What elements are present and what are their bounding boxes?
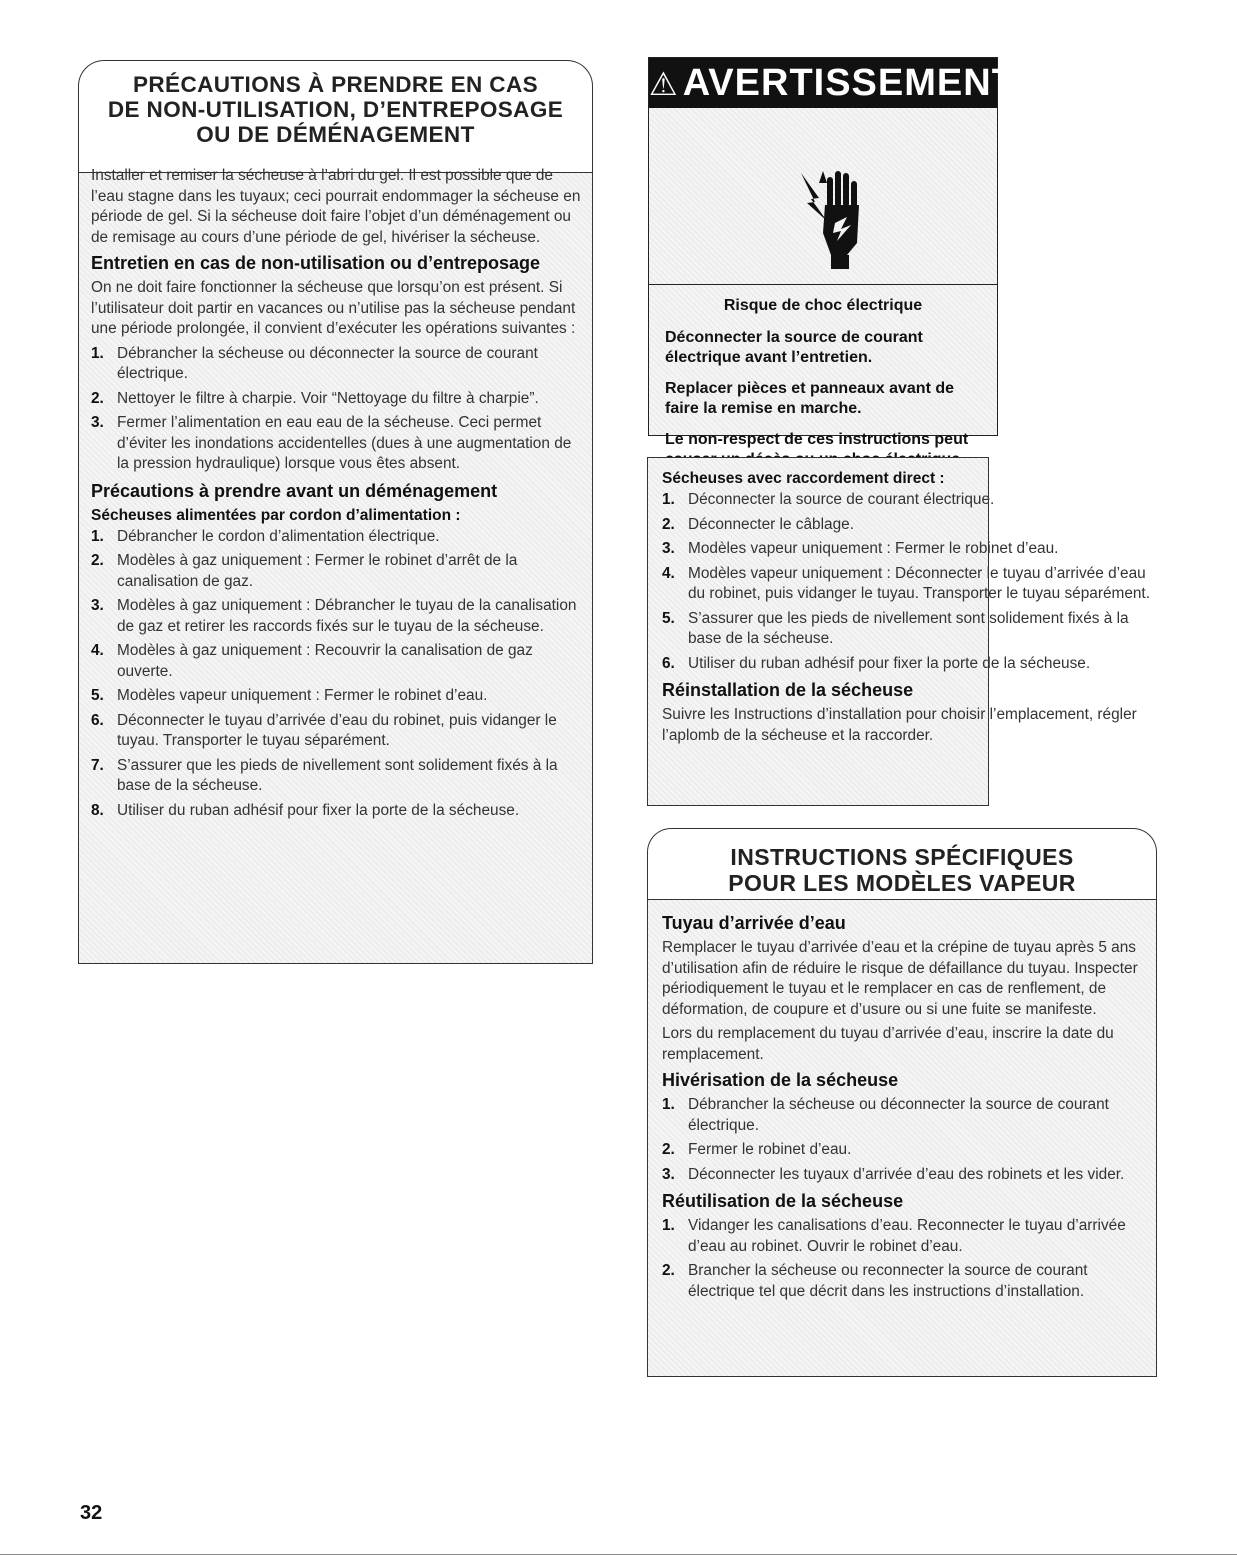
section-heading: Réinstallation de la sécheuse: [662, 680, 914, 700]
warning-box: [648, 57, 1016, 448]
warning-text: [665, 296, 981, 481]
hazard-icon-area: [649, 108, 997, 285]
step-text: Vidanger les canalisations d’eau. Reconnecter le tuyau d’arrivée d’eau au robinet. Ouvrir le robinet d’eau.: [688, 1217, 1126, 1255]
step-text: Modèles vapeur uniquement : Fermer le robinet d’eau.: [688, 540, 1059, 557]
step-number: 2.: [662, 1262, 675, 1279]
section-title: [78, 72, 593, 147]
title-line: OU DE DÉMÉNAGEMENT: [196, 122, 475, 147]
step-number: 3.: [662, 1165, 675, 1183]
step-text: Modèles à gaz uniquement : Recouvrir la canalisation de gaz ouverte.: [117, 642, 533, 680]
step-text: Modèles à gaz uniquement : Fermer le robinet d’arrêt de la canalisation de gaz.: [117, 552, 518, 590]
list-item: [91, 641, 581, 682]
warning-line: Replacer pièces et panneaux avant de faire la remise en marche.: [665, 380, 955, 417]
step-number: 1.: [91, 527, 104, 545]
list-item: [91, 801, 581, 822]
step-number: 1.: [662, 491, 675, 508]
step-number: 4.: [662, 564, 675, 582]
paragraph: On ne doit faire fonctionner la sécheuse que lorsqu’on est présent. Si l’utilisateur doit partir en vacances ou n’utilise pas la sécheuse pendant une période prolongée, il convient d’exécuter les opérations suivantes :: [91, 279, 576, 337]
step-text: Débrancher le cordon d’alimentation électrique.: [117, 527, 440, 545]
step-number: 2.: [91, 552, 104, 569]
list-item: [91, 711, 581, 752]
step-number: 2.: [662, 1141, 675, 1158]
list-item: [91, 686, 581, 707]
paragraph: Suivre les Instructions d’installation pour choisir l’emplacement, régler l’aplomb de la sécheuse et la raccorder.: [662, 706, 1137, 744]
step-text: Débrancher la sécheuse ou déconnecter la source de courant électrique.: [688, 1096, 1109, 1134]
storage-precautions-content: [91, 166, 581, 826]
list-item: [91, 596, 581, 637]
warning-triangle-icon: ⚠: [649, 66, 679, 102]
warning-banner: [649, 58, 1016, 108]
steam-models-content: [662, 908, 1150, 1307]
subheading: Sécheuses alimentées par cordon d’alimentation :: [91, 506, 461, 524]
list-item: [91, 389, 581, 410]
section-heading: Entretien en cas de non-utilisation ou d’entreposage: [91, 253, 541, 273]
list-item: [662, 539, 1152, 560]
warning-banner-text: AVERTISSEMENT: [682, 62, 1016, 104]
step-number: 6.: [662, 654, 675, 672]
list-item: [662, 1165, 1150, 1186]
step-number: 4.: [91, 642, 104, 659]
list-item: [91, 527, 581, 548]
step-text: Fermer l’alimentation en eau eau de la sécheuse. Ceci permet d’éviter les inondations accidentelles (dues à une augmentation de la pression hydraulique) lorsque vous êtes absent.: [117, 414, 572, 472]
step-number: 3.: [91, 597, 104, 614]
step-number: 6.: [91, 711, 104, 729]
step-text: Débrancher la sécheuse ou déconnecter la source de courant électrique.: [117, 344, 538, 382]
step-number: 2.: [91, 389, 104, 407]
numbered-list: [91, 527, 581, 822]
list-item: [662, 1140, 1150, 1161]
warning-line: Déconnecter la source de courant électrique avant l’entretien.: [665, 329, 923, 366]
title-line: INSTRUCTIONS SPÉCIFIQUES: [730, 844, 1074, 870]
step-text: Nettoyer le filtre à charpie. Voir “Nettoyage du filtre à charpie”.: [117, 389, 539, 407]
step-text: Fermer le robinet d’eau.: [688, 1141, 852, 1158]
section-heading: Hivérisation de la sécheuse: [662, 1070, 899, 1090]
hazard-title: Risque de choc électrique: [723, 297, 923, 314]
section-heading: Tuyau d’arrivée d’eau: [662, 913, 846, 933]
list-item: [91, 413, 581, 475]
step-text: Déconnecter le câblage.: [688, 515, 854, 533]
step-text: Brancher la sécheuse ou reconnecter la source de courant électrique tel que décrit dans les instructions d’installation.: [688, 1262, 1088, 1300]
intro-paragraph: Installer et remiser la sécheuse à l’abri du gel. Il est possible que de l’eau stagne dans les tuyaux; ceci pourrait endommager la sécheuse en période de gel. Si la sécheuse doit faire l’objet d’un déménagement ou de remisage au cours d’une période de gel, hivériser la sécheuse.: [91, 167, 581, 246]
list-item: [662, 1261, 1150, 1302]
list-item: [662, 1216, 1150, 1257]
numbered-list: [662, 1216, 1150, 1302]
paragraph: Remplacer le tuyau d’arrivée d’eau et la crépine de tuyau après 5 ans d’utilisation afin de réduire le risque de défaillance du tuyau. Inspecter périodiquement le tuyau et le remplacer en cas de renflement, de déformation, de coupure et d’usure ou si une fuite se manifeste.: [662, 939, 1138, 1018]
list-item: [91, 756, 581, 797]
step-number: 3.: [662, 540, 675, 557]
step-text: Utiliser du ruban adhésif pour fixer la porte de la sécheuse.: [688, 654, 1091, 672]
numbered-list: [662, 490, 1152, 674]
step-text: Déconnecter les tuyaux d’arrivée d’eau des robinets et les vider.: [688, 1165, 1125, 1183]
title-line: POUR LES MODÈLES VAPEUR: [728, 870, 1076, 896]
subheading: Sécheuses avec raccordement direct :: [662, 470, 945, 487]
paragraph: Lors du remplacement du tuyau d’arrivée d’eau, inscrire la date du remplacement.: [662, 1025, 1114, 1063]
step-text: Modèles vapeur uniquement : Déconnecter le tuyau d’arrivée d’eau du robinet, puis vidanger le tuyau. Transporter le tuyau séparément.: [688, 564, 1150, 602]
list-item: [662, 1095, 1150, 1136]
direct-connection-content: [662, 467, 1152, 750]
step-number: 8.: [91, 801, 104, 819]
step-text: Déconnecter le tuyau d’arrivée d’eau du robinet, puis vidanger le tuyau. Transporter le tuyau séparément.: [117, 711, 557, 749]
footer-rule: [0, 1554, 1237, 1555]
step-number: 5.: [662, 609, 675, 627]
section-title: [647, 844, 1157, 896]
warning-line: Le non-respect de ces instructions peut: [665, 431, 969, 448]
step-text: Modèles vapeur uniquement : Fermer le robinet d’eau.: [117, 687, 488, 704]
list-item: [91, 344, 581, 385]
title-line: DE NON-UTILISATION, D’ENTREPOSAGE: [107, 97, 564, 122]
list-item: [91, 551, 581, 592]
list-item: [662, 490, 1152, 511]
list-item: [662, 654, 1152, 675]
page-number: 32: [80, 1502, 103, 1524]
step-text: S’assurer que les pieds de nivellement sont solidement fixés à la base de la sécheuse.: [117, 756, 558, 794]
list-item: [662, 564, 1152, 605]
list-item: [662, 609, 1152, 650]
step-text: S’assurer que les pieds de nivellement sont solidement fixés à la base de la sécheuse.: [688, 609, 1129, 647]
electric-shock-hand-icon: [791, 163, 871, 273]
step-text: Modèles à gaz uniquement : Débrancher le tuyau de la canalisation de gaz et retirer les raccords fixés sur le tuyau de la sécheuse.: [117, 597, 577, 635]
step-number: 1.: [91, 344, 104, 362]
step-number: 1.: [662, 1096, 675, 1113]
step-number: 5.: [91, 687, 104, 704]
step-number: 2.: [662, 515, 675, 533]
step-number: 1.: [662, 1217, 675, 1234]
section-heading: Réutilisation de la sécheuse: [662, 1191, 904, 1211]
title-line: PRÉCAUTIONS À PRENDRE EN CAS: [133, 72, 538, 97]
numbered-list: [91, 344, 581, 475]
list-item: [662, 515, 1152, 536]
step-number: 3.: [91, 414, 104, 431]
step-text: Déconnecter la source de courant électrique.: [688, 491, 995, 508]
step-number: 7.: [91, 756, 104, 774]
section-heading: Précautions à prendre avant un déménagement: [91, 480, 498, 501]
step-text: Utiliser du ruban adhésif pour fixer la porte de la sécheuse.: [117, 801, 520, 819]
numbered-list: [662, 1095, 1150, 1185]
